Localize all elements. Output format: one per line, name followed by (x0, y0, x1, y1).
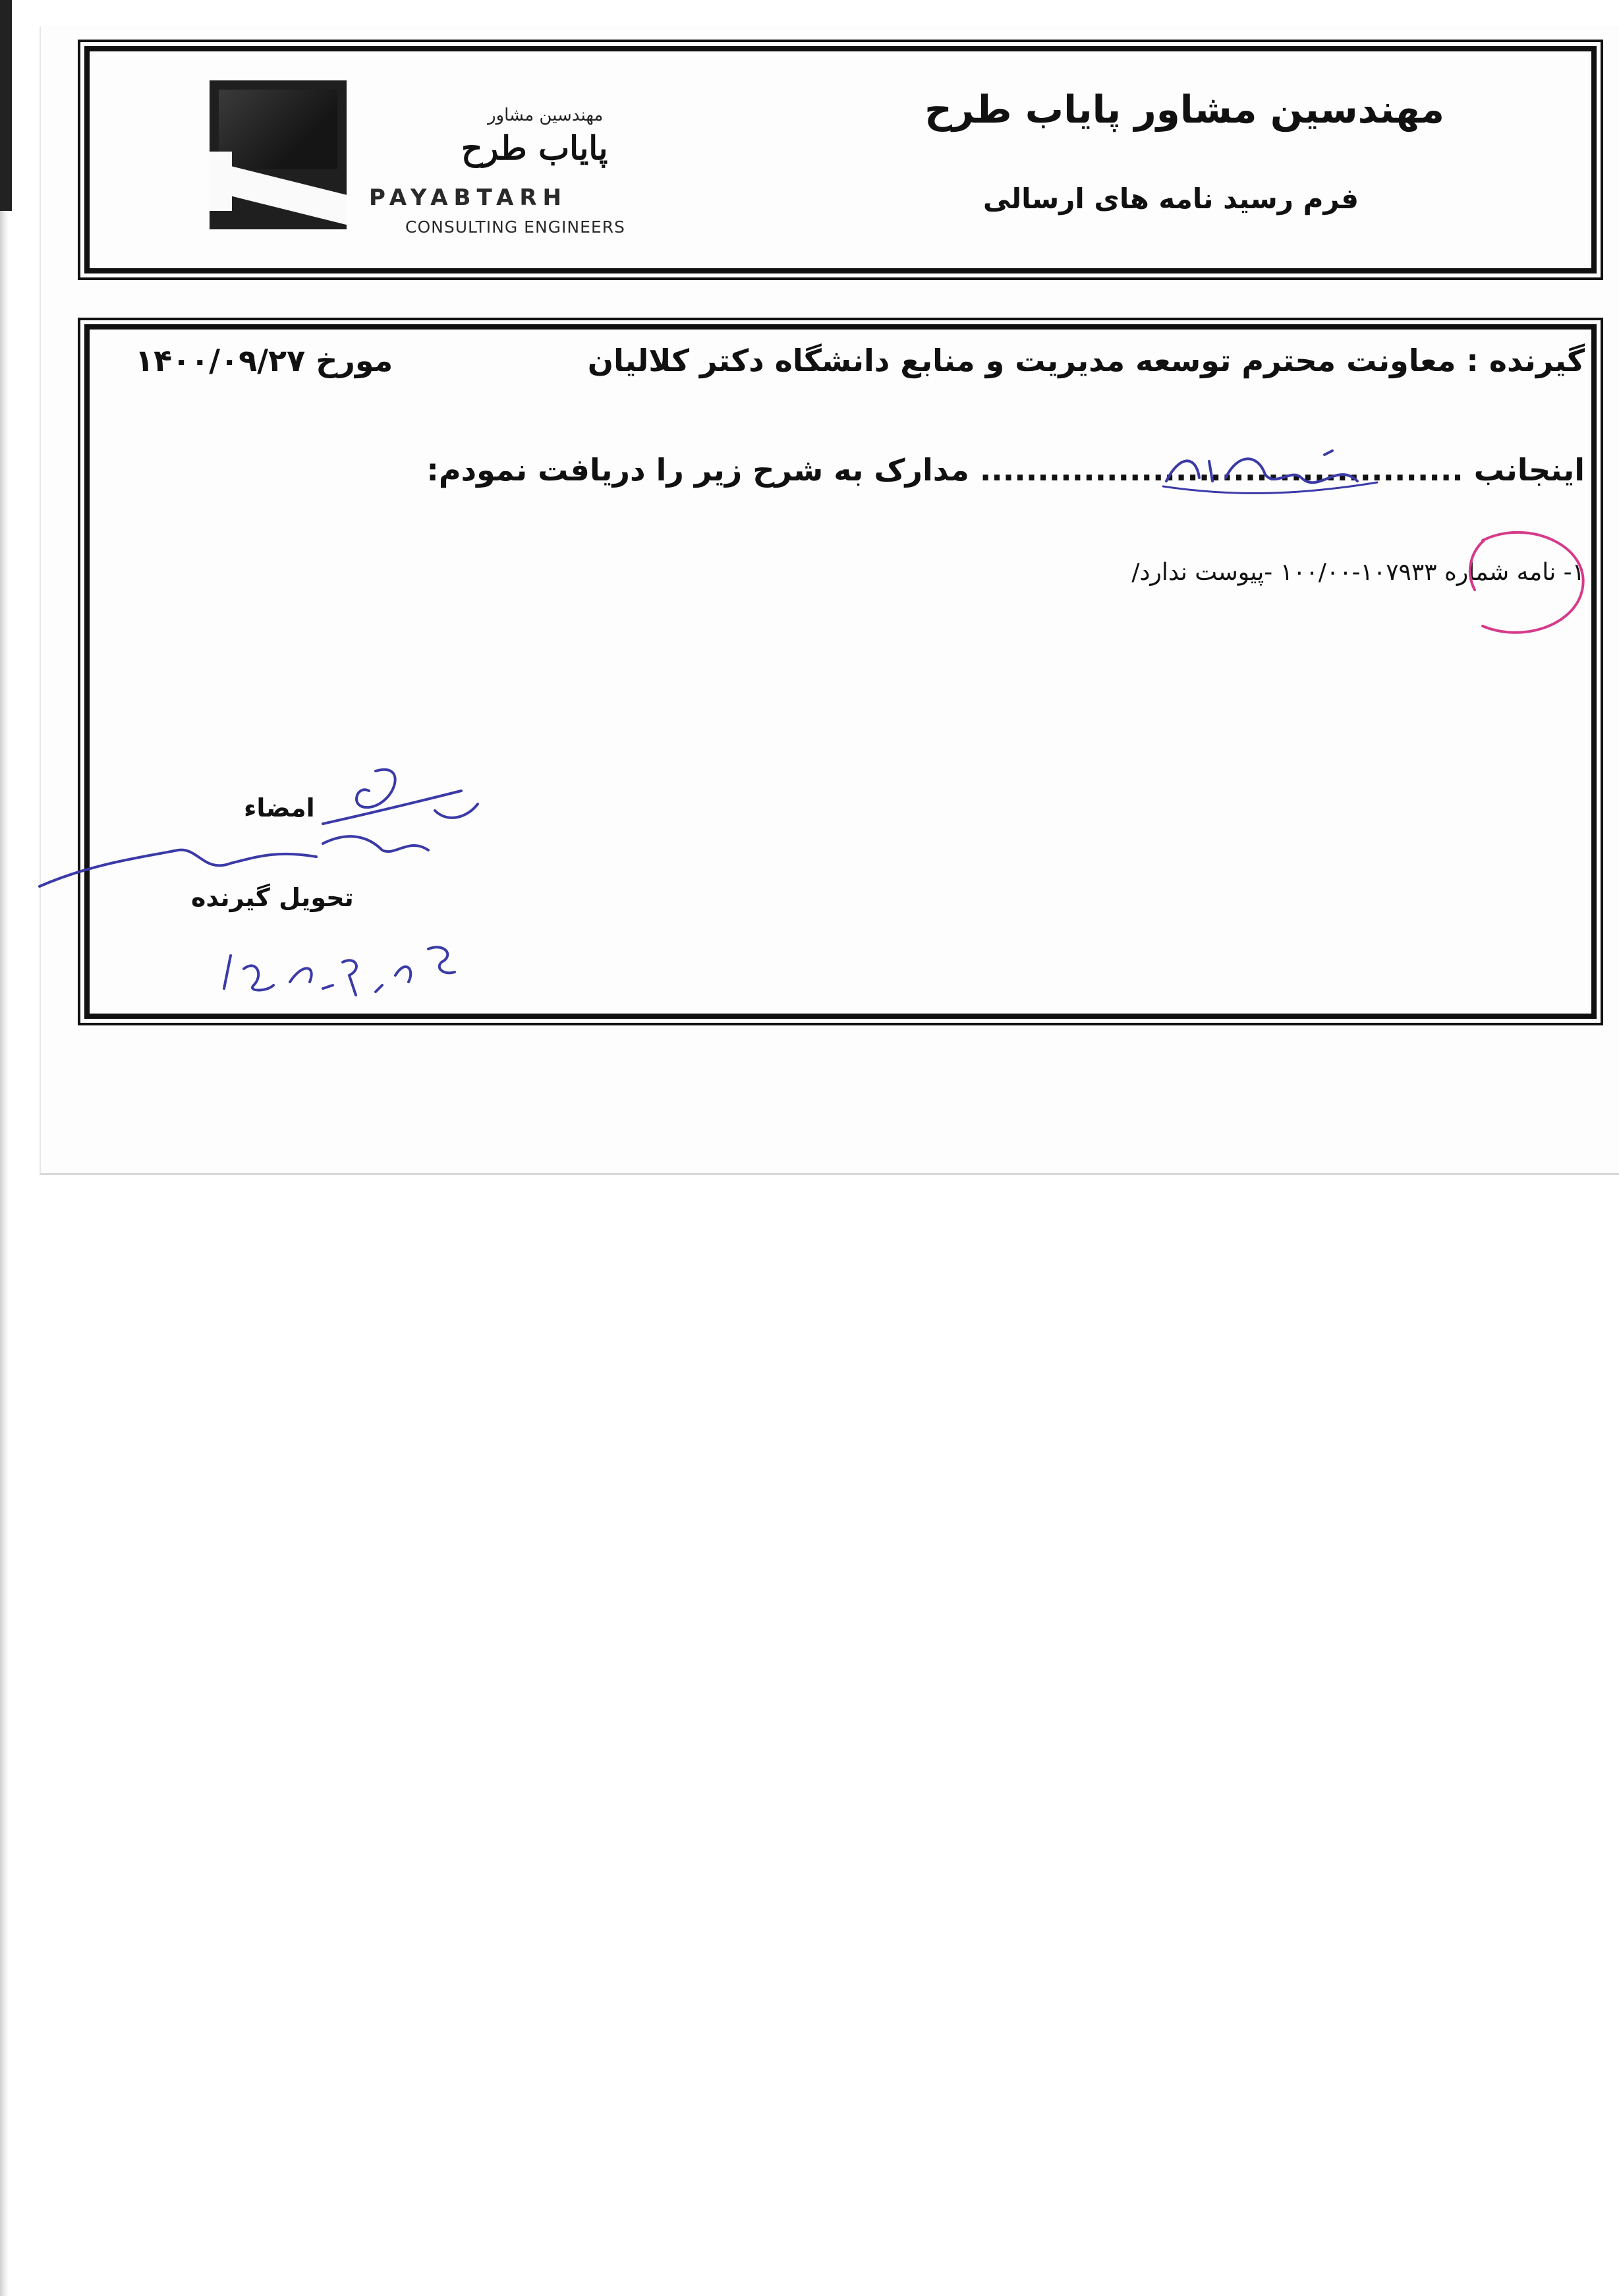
receipt-statement: اینجانب .......................................... مدارک به شرح زیر را دریافت نمودم: (426, 452, 1585, 488)
list-item: ۱- نامه شماره ۱۰۷۹۳۳-۱۰۰/۰۰ -پیوست ندارد/ (1131, 559, 1585, 586)
signature-label: امضاء (244, 793, 315, 822)
logo-text-en: PAYABTARH (369, 185, 567, 211)
handwritten-date (217, 923, 481, 1008)
scan-edge (0, 0, 9, 2296)
form-title: فرم رسید نامه های ارسالی (982, 183, 1359, 215)
logo-text-fa: پایاب طرح (461, 129, 608, 167)
scan-shadow (0, 0, 12, 211)
logo-text-fa-small: مهندسین مشاور (488, 105, 604, 125)
letter-date: مورخ ۱۴۰۰/۰۹/۲۷ (135, 343, 393, 378)
logo-text-en-sub: CONSULTING ENGINEERS (405, 217, 625, 237)
handwritten-circle-mark (1443, 521, 1601, 646)
recipient-line: گیرنده : معاونت محترم توسعه مدیریت و منابع دانشگاه دکتر کلالیان (587, 343, 1585, 378)
company-logo-mark (210, 80, 347, 229)
handwritten-name-on-dots (1160, 442, 1384, 501)
company-name: مهندسین مشاور پایاب طرح (924, 87, 1444, 132)
delivery-label: تحویل گیرنده (191, 883, 354, 912)
